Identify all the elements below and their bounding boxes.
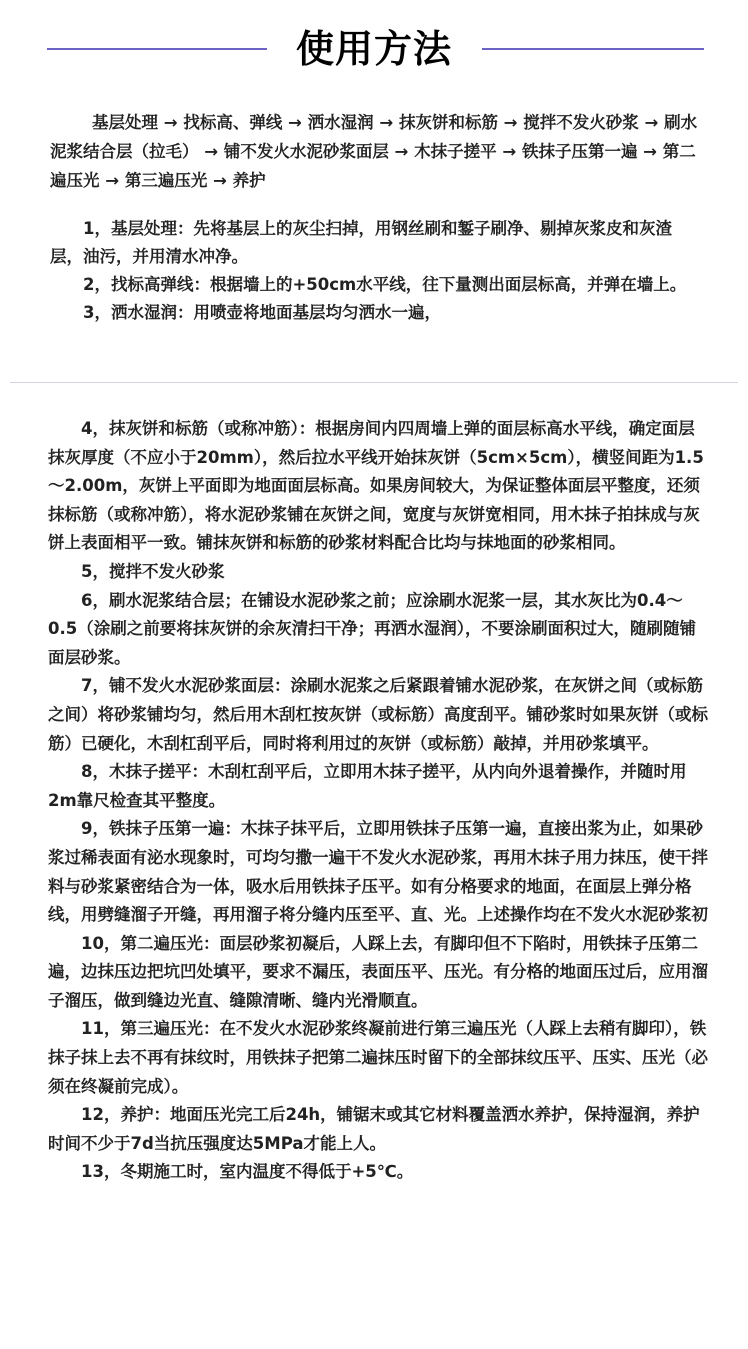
step-12: 12，养护：地面压光完工后24h，铺锯末或其它材料覆盖洒水养护，保持湿润，养护时间不少于7d当抗压强度达5MPa才能上人。 <box>48 1105 700 1153</box>
step-1: 1，基层处理：先将基层上的灰尘扫掉，用钢丝刷和錾子刷净、剔掉灰浆皮和灰渣层，油污，并用清水冲净。 <box>50 219 672 266</box>
header <box>0 0 748 100</box>
title-rule-right <box>482 48 704 50</box>
step-2: 2，找标高弹线：根据墙上的+50cm水平线，往下量测出面层标高，并弹在墙上。 <box>83 275 687 294</box>
step-10: 10，第二遍压光：面层砂浆初凝后，人踩上去，有脚印但不下陷时，用铁抹子压第二遍，边抹压边把坑凹处填平，要求不漏压，表面压平、压光。有分格的地面压过后，应用溜子溜压，做到缝边光直、缝隙清晰、缝内光滑顺直。 <box>48 933 708 1010</box>
step-11: 11，第三遍压光：在不发火水泥砂浆终凝前进行第三遍压光（人踩上去稍有脚印），铁抹子抹上去不再有抹纹时，用铁抹子把第二遍抹压时留下的全部抹纹压平、压实、压光（必须在终凝前完成）。 <box>48 1019 708 1096</box>
top-text-block <box>50 108 700 327</box>
bottom-text-block <box>48 415 708 1186</box>
section-divider <box>10 382 738 383</box>
step-8: 8，木抹子搓平：木刮杠刮平后，立即用木抹子搓平，从内向外退着操作，并随时用2m靠尺检查其平整度。 <box>48 762 687 810</box>
step-9: 9，铁抹子压第一遍：木抹子抹平后，立即用铁抹子压第一遍，直接出浆为止，如果砂浆过稀表面有泌水现象时，可均匀撒一遍干不发火水泥砂浆，再用木抹子用力抹压，使干拌料与砂浆紧密结合为一体，吸水后用铁抹子压平。如有分格要求的地面，在面层上弹分格线，用劈缝溜子开缝，再用溜子将分缝内压至平、直、光。上述操作均在不发火水泥砂浆初 <box>48 819 708 925</box>
step-5: 5，搅拌不发火砂浆 <box>81 561 225 581</box>
step-6: 6，刷水泥浆结合层；在铺设水泥砂浆之前；应涂刷水泥浆一层，其水灰比为0.4～0.5（涂刷之前要将抹灰饼的余灰清扫干净；再洒水湿润），不要涂刷面积过大，随刷随铺面层砂浆。 <box>48 590 696 667</box>
step-13: 13，冬期施工时，室内温度不得低于+5℃。 <box>81 1162 414 1182</box>
step-4: 4，抹灰饼和标筋（或称冲筋）：根据房间内四周墙上弹的面层标高水平线，确定面层抹灰厚度（不应小于20mm），然后拉水平线开始抹灰饼（5cm×5cm），横竖间距为1.5～2.00m，灰饼上平面即为地面面层标高。如果房间较大，为保证整体面层平整度，还须抹标筋（或称冲筋），将水泥砂浆铺在灰饼之间，宽度与灰饼宽相同，用木抹子拍抹成与灰饼上表面相平一致。铺抹灰饼和标筋的砂浆材料配合比均与抹地面的砂浆相同。 <box>48 419 704 553</box>
process-flow: 基层处理 → 找标高、弹线 → 洒水湿润 → 抹灰饼和标筋 → 搅拌不发火砂浆 → 刷水泥浆结合层（拉毛） → 铺不发火水泥砂浆面层 → 木抹子搓平 → 铁抹子压第一遍 → 第二遍压光 → 第三遍压光 → 养护 <box>50 113 698 190</box>
step-3: 3，洒水湿润：用喷壶将地面基层均匀洒水一遍， <box>83 303 441 322</box>
step-7: 7，铺不发火水泥砂浆面层：涂刷水泥浆之后紧跟着铺水泥砂浆，在灰饼之间（或标筋之间）将砂浆铺均匀，然后用木刮杠按灰饼（或标筋）高度刮平。铺砂浆时如果灰饼（或标筋）已硬化，木刮杠刮平后，同时将利用过的灰饼（或标筋）敲掉，并用砂浆填平。 <box>48 676 708 753</box>
page-title: 使用方法 <box>295 27 452 71</box>
